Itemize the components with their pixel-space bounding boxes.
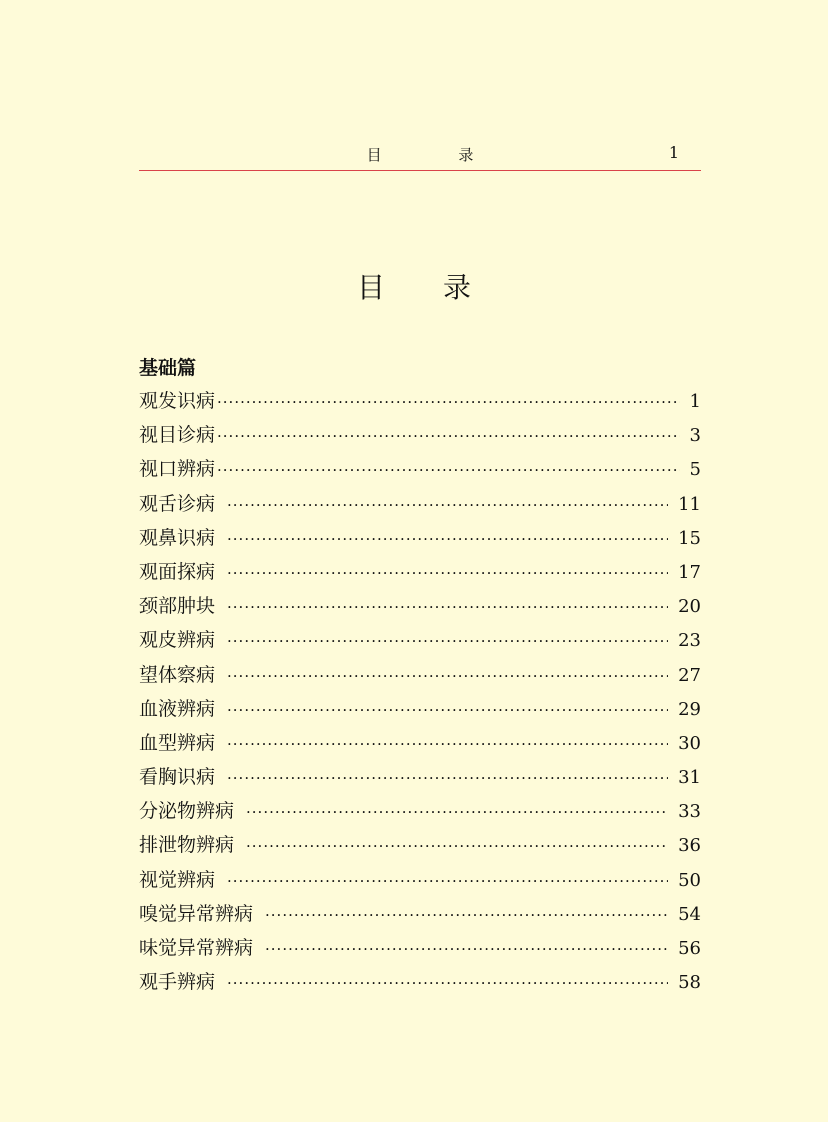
toc-entry-title: 颈部肿块	[139, 595, 216, 618]
toc-entry[interactable]	[139, 760, 701, 794]
toc-entry-title: 观发识病	[139, 390, 216, 412]
toc-entry[interactable]	[139, 487, 701, 521]
toc-entry-title: 观手辨病	[139, 971, 216, 994]
toc-entry-page: 3	[689, 425, 701, 447]
toc-entry[interactable]	[139, 589, 701, 623]
toc-entry-page: 33	[678, 801, 701, 823]
toc-entry-leader	[265, 898, 668, 932]
toc-entry-leader	[227, 488, 668, 522]
toc-entry-leader	[227, 966, 668, 1000]
toc-entry-title: 望体察病	[139, 663, 216, 686]
page-title: 目录	[356, 271, 529, 304]
toc-list	[139, 384, 701, 999]
toc-entry-page: 27	[678, 664, 701, 686]
toc-entry-leader	[227, 659, 668, 693]
toc-entry[interactable]	[139, 828, 701, 862]
toc-entry-page: 31	[678, 767, 701, 789]
toc-entry-leader	[217, 453, 680, 487]
toc-entry-leader	[246, 829, 668, 863]
toc-entry[interactable]	[139, 965, 701, 999]
toc-entry[interactable]	[139, 555, 701, 589]
toc-entry-leader	[227, 761, 668, 795]
toc-entry-page: 50	[678, 869, 701, 891]
toc-entry-title: 味觉异常辨病	[139, 937, 254, 959]
toc-entry-title: 观舌诊病	[139, 492, 216, 515]
toc-entry[interactable]	[139, 794, 701, 828]
toc-entry[interactable]	[139, 384, 701, 418]
toc-entry-leader	[227, 522, 668, 556]
toc-entry-page: 5	[689, 459, 701, 481]
toc-entry-title: 视目诊病	[139, 424, 216, 447]
section-title: 基础篇	[139, 357, 197, 379]
toc-entry-title: 观皮辨病	[139, 629, 216, 652]
toc-entry[interactable]	[139, 521, 701, 555]
toc-entry-leader	[227, 693, 668, 727]
toc-entry-leader	[227, 556, 668, 590]
toc-entry-leader	[265, 932, 668, 966]
toc-entry-title: 嗅觉异常辨病	[139, 902, 254, 925]
toc-entry-title: 排泄物辨病	[139, 834, 235, 857]
toc-entry-page: 23	[678, 630, 701, 652]
toc-entry-title: 分泌物辨病	[139, 800, 235, 823]
toc-entry-page: 56	[678, 938, 701, 959]
toc-entry-page: 29	[678, 698, 701, 720]
toc-entry-page: 20	[678, 596, 701, 618]
header-rule	[139, 170, 701, 171]
toc-entry-title: 视觉辨病	[139, 868, 216, 891]
toc-entry[interactable]	[139, 692, 701, 726]
toc-entry-leader	[227, 624, 668, 658]
toc-entry-leader	[227, 727, 668, 761]
toc-entry[interactable]	[139, 658, 701, 692]
toc-entry-title: 观面探病	[139, 560, 216, 583]
toc-entry[interactable]	[139, 863, 701, 897]
toc-entry-page: 36	[678, 835, 701, 857]
running-head	[139, 140, 701, 170]
toc-entry-leader	[246, 795, 668, 829]
toc-entry-title: 血液辨病	[139, 697, 216, 720]
toc-entry[interactable]	[139, 452, 701, 486]
toc-entry-page: 15	[678, 527, 701, 549]
toc-entry-page: 17	[678, 561, 701, 583]
toc-entry-page: 30	[678, 732, 701, 754]
running-head-title: 目 录	[366, 146, 510, 164]
running-head-page-number: 1	[668, 143, 679, 162]
toc-entry-title: 看胸识病	[139, 766, 216, 789]
toc-entry-leader	[227, 590, 668, 624]
toc-entry-leader	[217, 385, 680, 419]
toc-entry[interactable]	[139, 623, 701, 657]
toc-entry-leader	[217, 419, 680, 453]
toc-entry-title: 视口辨病	[139, 458, 216, 481]
toc-entry[interactable]	[139, 726, 701, 760]
toc-entry-page: 11	[678, 493, 701, 515]
toc-entry-page: 58	[678, 972, 701, 994]
toc-entry[interactable]	[139, 418, 701, 452]
toc-entry[interactable]	[139, 897, 701, 931]
toc-entry-page: 1	[689, 391, 701, 412]
toc-entry-title: 血型辨病	[139, 731, 216, 754]
toc-entry-page: 54	[678, 903, 701, 925]
toc-entry-leader	[227, 864, 668, 898]
toc-entry-title: 观鼻识病	[139, 526, 216, 549]
toc-entry[interactable]	[139, 931, 701, 965]
